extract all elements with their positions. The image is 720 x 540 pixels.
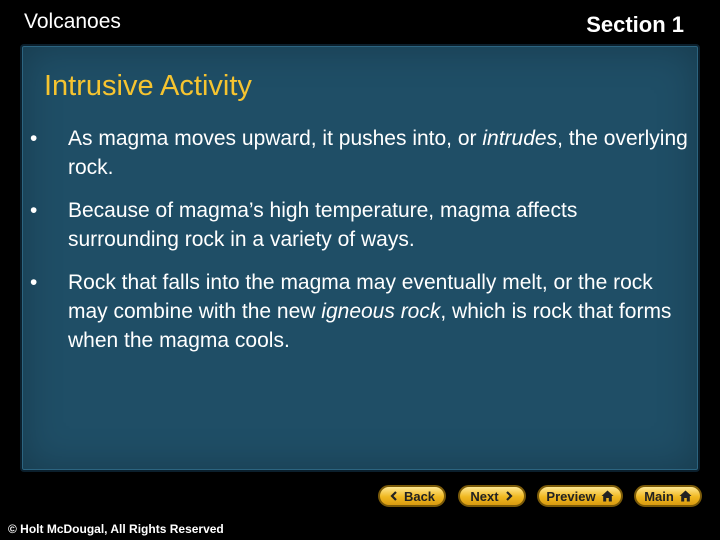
bullet-text-segment: , the overlying rock. xyxy=(68,127,688,179)
bullet-marker: • xyxy=(30,127,38,150)
chapter-title: Volcanoes xyxy=(24,10,121,33)
bullet-item xyxy=(30,196,688,254)
emphasized-term: intrudes xyxy=(482,127,558,150)
bullet-marker: • xyxy=(30,199,38,222)
bullet-text-segment: As magma moves upward, it pushes into, or xyxy=(68,127,483,150)
preview-label: Preview xyxy=(546,488,596,504)
arrow-left-icon xyxy=(389,491,399,501)
footer-bar xyxy=(0,518,720,540)
slide-heading: Intrusive Activity xyxy=(44,70,252,102)
navigation-bar xyxy=(0,480,720,510)
preview-button[interactable] xyxy=(537,485,623,507)
bullet-item xyxy=(30,124,688,182)
bullet-list xyxy=(30,124,688,369)
bullet-text xyxy=(68,199,577,251)
main-button[interactable] xyxy=(634,485,702,507)
main-label: Main xyxy=(644,488,674,504)
bullet-text xyxy=(68,271,671,352)
copyright-notice: © Holt McDougal, All Rights Reserved xyxy=(8,522,224,536)
bullet-text-segment: Because of magma’s high temperature, magma affects surrounding rock in a variety of ways. xyxy=(68,199,578,251)
back-label: Back xyxy=(403,488,436,504)
arrow-right-icon xyxy=(504,491,514,501)
next-label: Next xyxy=(470,488,499,504)
emphasized-term: igneous rock xyxy=(321,300,441,323)
bullet-item xyxy=(30,268,688,355)
bullet-text-segment: Rock that falls into the magma may eventually melt, or the rock may combine with the new xyxy=(68,271,653,323)
content-panel xyxy=(20,44,700,472)
bullet-marker: • xyxy=(30,271,38,294)
back-button[interactable] xyxy=(378,485,446,507)
home-icon xyxy=(679,490,692,502)
bullet-text xyxy=(68,127,688,179)
top-bar xyxy=(0,0,720,44)
bullet-text-segment: , which is rock that forms when the magma cools. xyxy=(68,300,672,352)
next-button[interactable] xyxy=(458,485,526,507)
home-icon xyxy=(601,490,614,502)
section-label: Section 1 xyxy=(586,12,684,37)
